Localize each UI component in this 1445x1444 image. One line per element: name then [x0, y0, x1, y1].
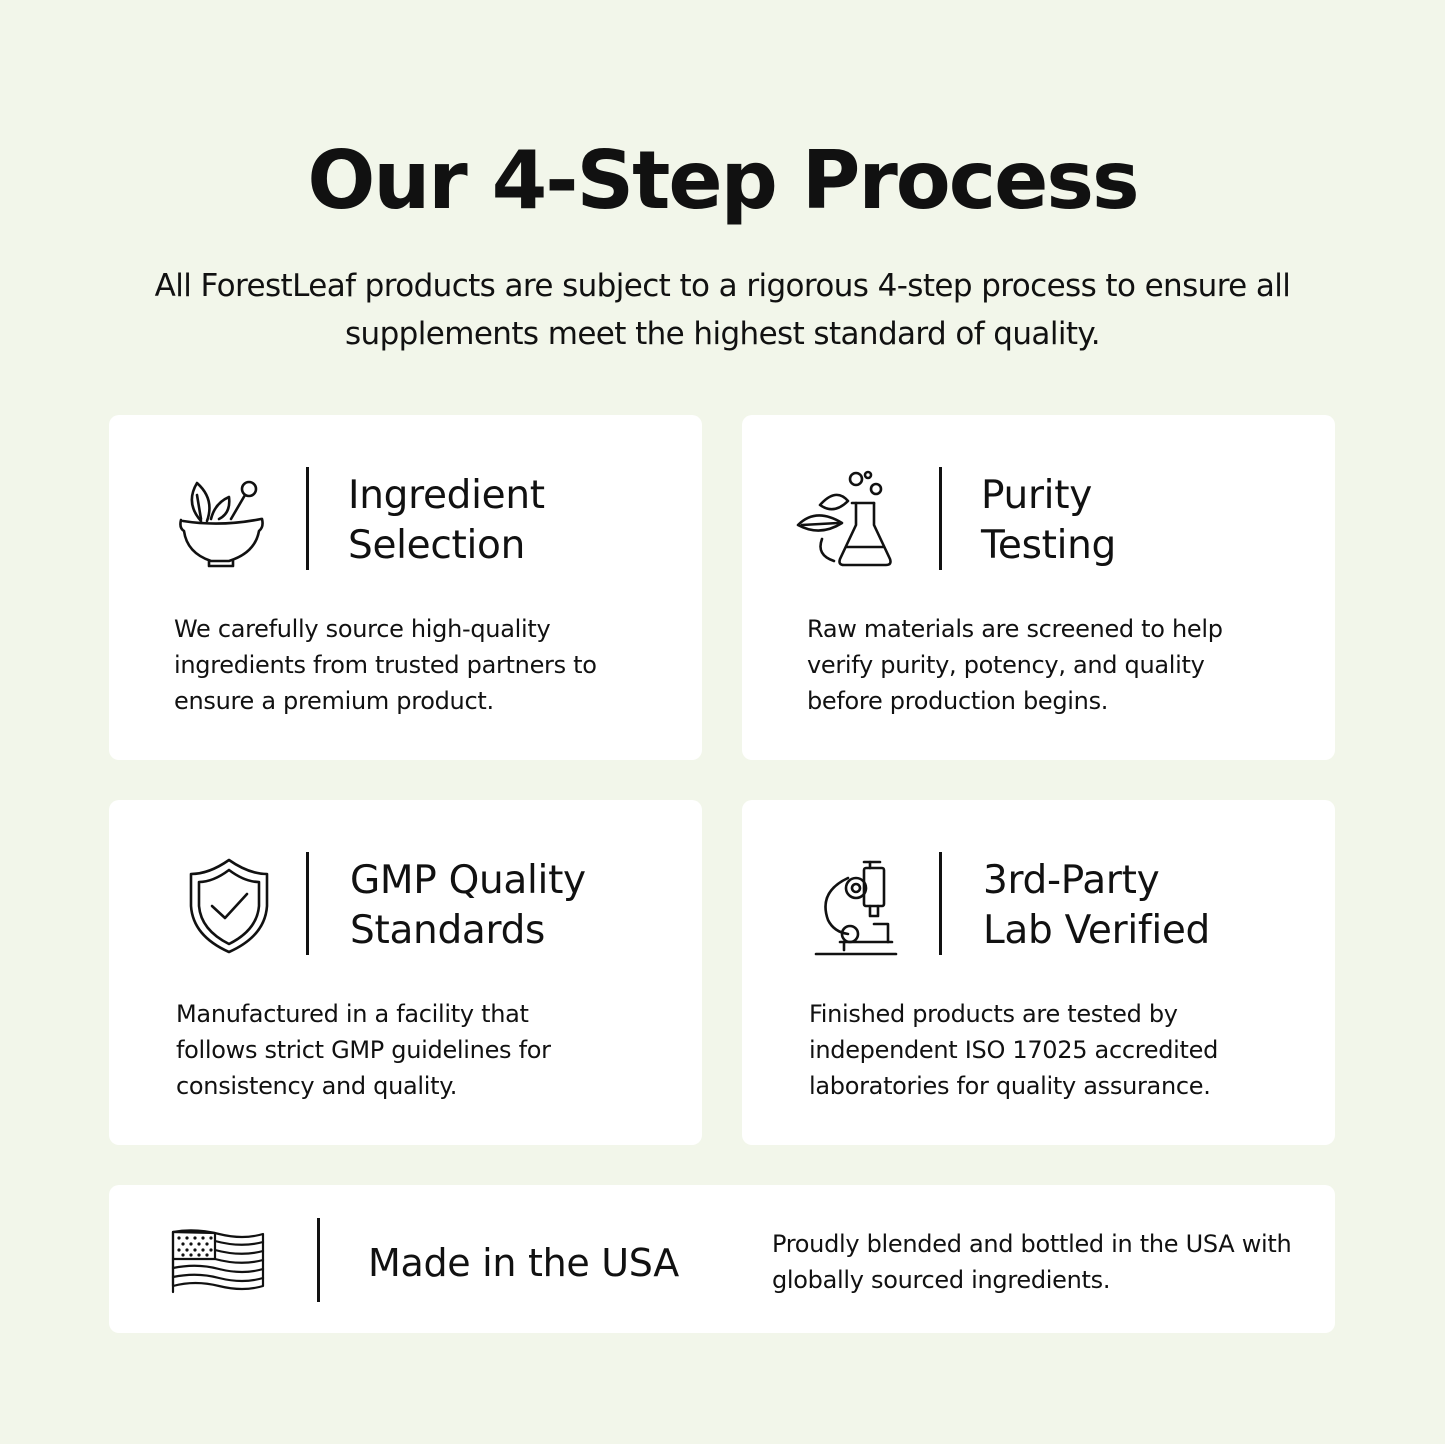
step-card-ingredient-selection — [109, 415, 702, 760]
step-title — [348, 471, 545, 571]
step-card-gmp-quality — [109, 800, 702, 1145]
page-title: Our 4-Step Process — [307, 134, 1138, 227]
microscope-icon — [814, 858, 906, 958]
step-title-line1: GMP Quality — [350, 858, 586, 903]
step-description: We carefully source high-quality ingredients from trusted partners to ensure a premium product. — [174, 615, 597, 715]
usa-description: Proudly blended and bottled in the USA with globally sourced ingredients. — [772, 1230, 1292, 1294]
step-title — [983, 856, 1210, 956]
step-title-line2: Standards — [350, 908, 546, 953]
flask-leaves-icon — [794, 467, 904, 577]
step-title-line1: 3rd-Party — [983, 858, 1160, 903]
card-divider — [939, 467, 942, 570]
usa-title: Made in the USA — [368, 1241, 679, 1285]
step-card-lab-verified — [742, 800, 1335, 1145]
step-title-line1: Ingredient — [348, 473, 545, 518]
card-divider — [939, 852, 942, 955]
step-card-purity-testing — [742, 415, 1335, 760]
step-title — [350, 856, 586, 956]
step-description: Raw materials are screened to help verify purity, potency, and quality before production begins. — [807, 615, 1223, 715]
made-in-usa-card — [109, 1185, 1335, 1333]
card-divider — [306, 467, 309, 570]
card-divider — [317, 1218, 320, 1302]
step-title-line2: Testing — [981, 523, 1117, 568]
mortar-pestle-leaves-icon — [171, 473, 271, 573]
step-title-line2: Selection — [348, 523, 526, 568]
card-divider — [306, 852, 309, 955]
step-description: Manufactured in a facility that follows strict GMP guidelines for consistency and quality. — [176, 1000, 551, 1100]
step-description: Finished products are tested by independent ISO 17025 accredited laboratories for quality assurance. — [809, 1000, 1219, 1100]
page-subtitle: All ForestLeaf products are subject to a rigorous 4-step process to ensure all supplements meet the highest standard of quality. — [154, 268, 1291, 352]
step-title-line1: Purity — [981, 473, 1092, 518]
step-title-line2: Lab Verified — [983, 908, 1211, 953]
us-flag-icon — [169, 1228, 267, 1294]
shield-check-icon — [179, 856, 279, 956]
step-title — [981, 471, 1116, 571]
